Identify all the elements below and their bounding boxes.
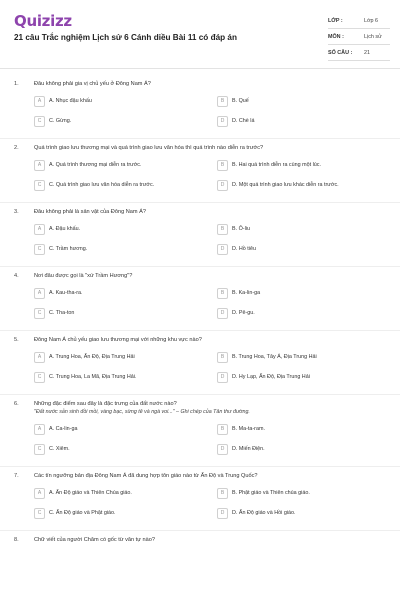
option-text: A. Trung Hoa, Ấn Độ, Địa Trung Hải [49, 354, 135, 360]
meta-label: LỚP : [328, 17, 343, 24]
question-number: 2. [14, 145, 19, 151]
option-a[interactable] [34, 286, 214, 300]
option-letter: C [34, 244, 45, 255]
option-a[interactable] [34, 94, 214, 108]
option-letter: A [34, 352, 45, 363]
question-6 [0, 395, 400, 467]
option-letter: D [217, 180, 228, 191]
option-d[interactable] [217, 114, 397, 128]
option-c[interactable] [34, 370, 214, 384]
question-text: Quá trình giao lưu thương mại và quá trình giao lưu văn hóa thì quá trình nào diễn ra trước? [34, 145, 264, 151]
option-letter: D [217, 508, 228, 519]
question-7 [0, 467, 400, 531]
question-text: Những đặc điểm sau đây là đặc trưng của đất nước nào? [34, 401, 177, 407]
question-quote: "Đất nước sản sinh đồi mồi, vàng bạc, sừng tê và ngà voi..." – Ghi chép của Tân thư đường. [34, 409, 250, 415]
option-b[interactable] [217, 94, 397, 108]
option-b[interactable] [217, 158, 397, 172]
option-b[interactable] [217, 422, 397, 436]
question-number: 3. [14, 209, 19, 215]
option-letter: A [34, 488, 45, 499]
option-text: A. Ca-lin-ga [49, 426, 78, 432]
meta-row-count [328, 45, 390, 61]
option-a[interactable] [34, 350, 214, 364]
question-text: Các tín ngưỡng bản địa Đông Nam Á đã dung hợp tôn giáo nào từ Ấn Độ và Trung Quốc? [34, 473, 258, 479]
option-letter: B [217, 352, 228, 363]
option-c[interactable] [34, 506, 214, 520]
option-text: B. Quế [232, 98, 249, 104]
option-text: A. Quá trình thương mại diễn ra trước. [49, 162, 142, 168]
option-b[interactable] [217, 486, 397, 500]
answer-options [34, 94, 400, 128]
option-text: D. Ấn Độ giáo và Hồi giáo. [232, 510, 296, 516]
option-letter: D [217, 444, 228, 455]
option-text: C. Trầm hương. [49, 246, 88, 252]
option-letter: C [34, 444, 45, 455]
option-text: B. Phật giáo và Thiên chúa giáo. [232, 490, 310, 496]
option-c[interactable] [34, 178, 214, 192]
meta-value: Lịch sử [364, 33, 382, 40]
question-5 [0, 331, 400, 395]
option-c[interactable] [34, 306, 214, 320]
question-3 [0, 203, 400, 267]
option-text: C. Tha-ton [49, 310, 75, 316]
option-letter: B [217, 96, 228, 107]
question-number: 7. [14, 473, 19, 479]
worksheet-title: 21 câu Trắc nghiệm Lịch sử 6 Cánh diều Bài 11 có đáp án [14, 33, 237, 42]
question-1 [0, 75, 400, 139]
option-c[interactable] [34, 114, 214, 128]
option-d[interactable] [217, 370, 397, 384]
answer-options [34, 286, 400, 320]
option-letter: B [217, 160, 228, 171]
option-letter: C [34, 116, 45, 127]
option-d[interactable] [217, 178, 397, 192]
question-number: 8. [14, 537, 19, 543]
option-text: C. Quá trình giao lưu văn hóa diễn ra trước. [49, 182, 155, 188]
question-text: Đâu không phải là sản vật của Đông Nam Á? [34, 209, 146, 215]
option-letter: B [217, 224, 228, 235]
question-2 [0, 139, 400, 203]
answer-options [34, 422, 400, 456]
option-b[interactable] [217, 222, 397, 236]
question-4 [0, 267, 400, 331]
meta-value: Lớp 6 [364, 17, 379, 24]
option-text: A. Kau-tha-ra. [49, 290, 83, 296]
question-8 [0, 531, 400, 544]
option-letter: B [217, 488, 228, 499]
meta-label: SỐ CÂU : [328, 49, 353, 56]
option-letter: D [217, 308, 228, 319]
meta-row-subject [328, 29, 390, 45]
option-letter: D [217, 244, 228, 255]
option-text: B. Ma-ta-ram. [232, 426, 265, 432]
option-letter: A [34, 288, 45, 299]
option-letter: B [217, 424, 228, 435]
option-c[interactable] [34, 442, 214, 456]
option-letter: D [217, 116, 228, 127]
option-text: D. Hồ tiêu [232, 246, 256, 252]
option-a[interactable] [34, 158, 214, 172]
option-text: D. Hy Lạp, Ấn Độ, Địa Trung Hải [232, 374, 310, 380]
answer-options [34, 222, 400, 256]
option-text: A. Nhục đậu khấu [49, 98, 92, 104]
option-c[interactable] [34, 242, 214, 256]
option-text: B. Hai quá trình diễn ra cùng một lúc. [232, 162, 321, 168]
option-text: D. Chè lá [232, 118, 255, 124]
meta-label: MÔN : [328, 33, 344, 40]
option-text: B. Trung Hoa, Tây Á, Địa Trung Hải [232, 354, 317, 360]
option-a[interactable] [34, 486, 214, 500]
option-letter: A [34, 160, 45, 171]
option-text: C. Xiêm. [49, 446, 70, 452]
question-number: 6. [14, 401, 19, 407]
option-letter: A [34, 96, 45, 107]
question-number: 5. [14, 337, 19, 343]
option-text: C. Trung Hoa, La Mã, Địa Trung Hải. [49, 374, 137, 380]
option-d[interactable] [217, 442, 397, 456]
option-a[interactable] [34, 422, 214, 436]
option-text: D. Miến Điện. [232, 446, 265, 452]
question-list [0, 75, 400, 544]
option-a[interactable] [34, 222, 214, 236]
question-text: Đông Nam Á chủ yếu giao lưu thương mại với những khu vực nào? [34, 337, 202, 343]
meta-row-grade [328, 13, 390, 29]
option-b[interactable] [217, 286, 397, 300]
question-text: Đâu không phải gia vị chủ yếu ở Đông Nam Á? [34, 81, 151, 87]
header-divider [0, 68, 400, 69]
option-text: B. Ô-liu [232, 226, 250, 232]
quizizz-logo[interactable]: Quizizz [14, 12, 72, 30]
option-text: C. Gừng. [49, 118, 72, 124]
option-letter: B [217, 288, 228, 299]
option-text: C. Ấn Độ giáo và Phật giáo. [49, 510, 116, 516]
option-letter: C [34, 508, 45, 519]
question-number: 4. [14, 273, 19, 279]
option-letter: D [217, 372, 228, 383]
option-d[interactable] [217, 306, 397, 320]
option-letter: A [34, 424, 45, 435]
option-letter: C [34, 372, 45, 383]
answer-options [34, 486, 400, 520]
question-text: Nơi đâu được gọi là "xứ Trầm Hương"? [34, 273, 133, 279]
option-text: A. Đậu khấu. [49, 226, 81, 232]
option-letter: C [34, 308, 45, 319]
answer-options [34, 350, 400, 384]
question-text: Chữ viết của người Chăm có gốc từ văn tự nào? [34, 537, 155, 543]
option-text: D. Pê-gu. [232, 310, 255, 316]
worksheet-meta [328, 13, 390, 61]
option-d[interactable] [217, 506, 397, 520]
meta-value: 21 [364, 49, 370, 56]
option-text: D. Một quá trình giao lưu khác diễn ra trước. [232, 182, 339, 188]
option-text: A. Ấn Độ giáo và Thiên Chúa giáo. [49, 490, 132, 496]
option-letter: C [34, 180, 45, 191]
answer-options [34, 158, 400, 192]
option-letter: A [34, 224, 45, 235]
question-number: 1. [14, 81, 19, 87]
option-d[interactable] [217, 242, 397, 256]
option-text: B. Ka-lin-ga [232, 290, 261, 296]
worksheet-header [0, 0, 400, 68]
option-b[interactable] [217, 350, 397, 364]
